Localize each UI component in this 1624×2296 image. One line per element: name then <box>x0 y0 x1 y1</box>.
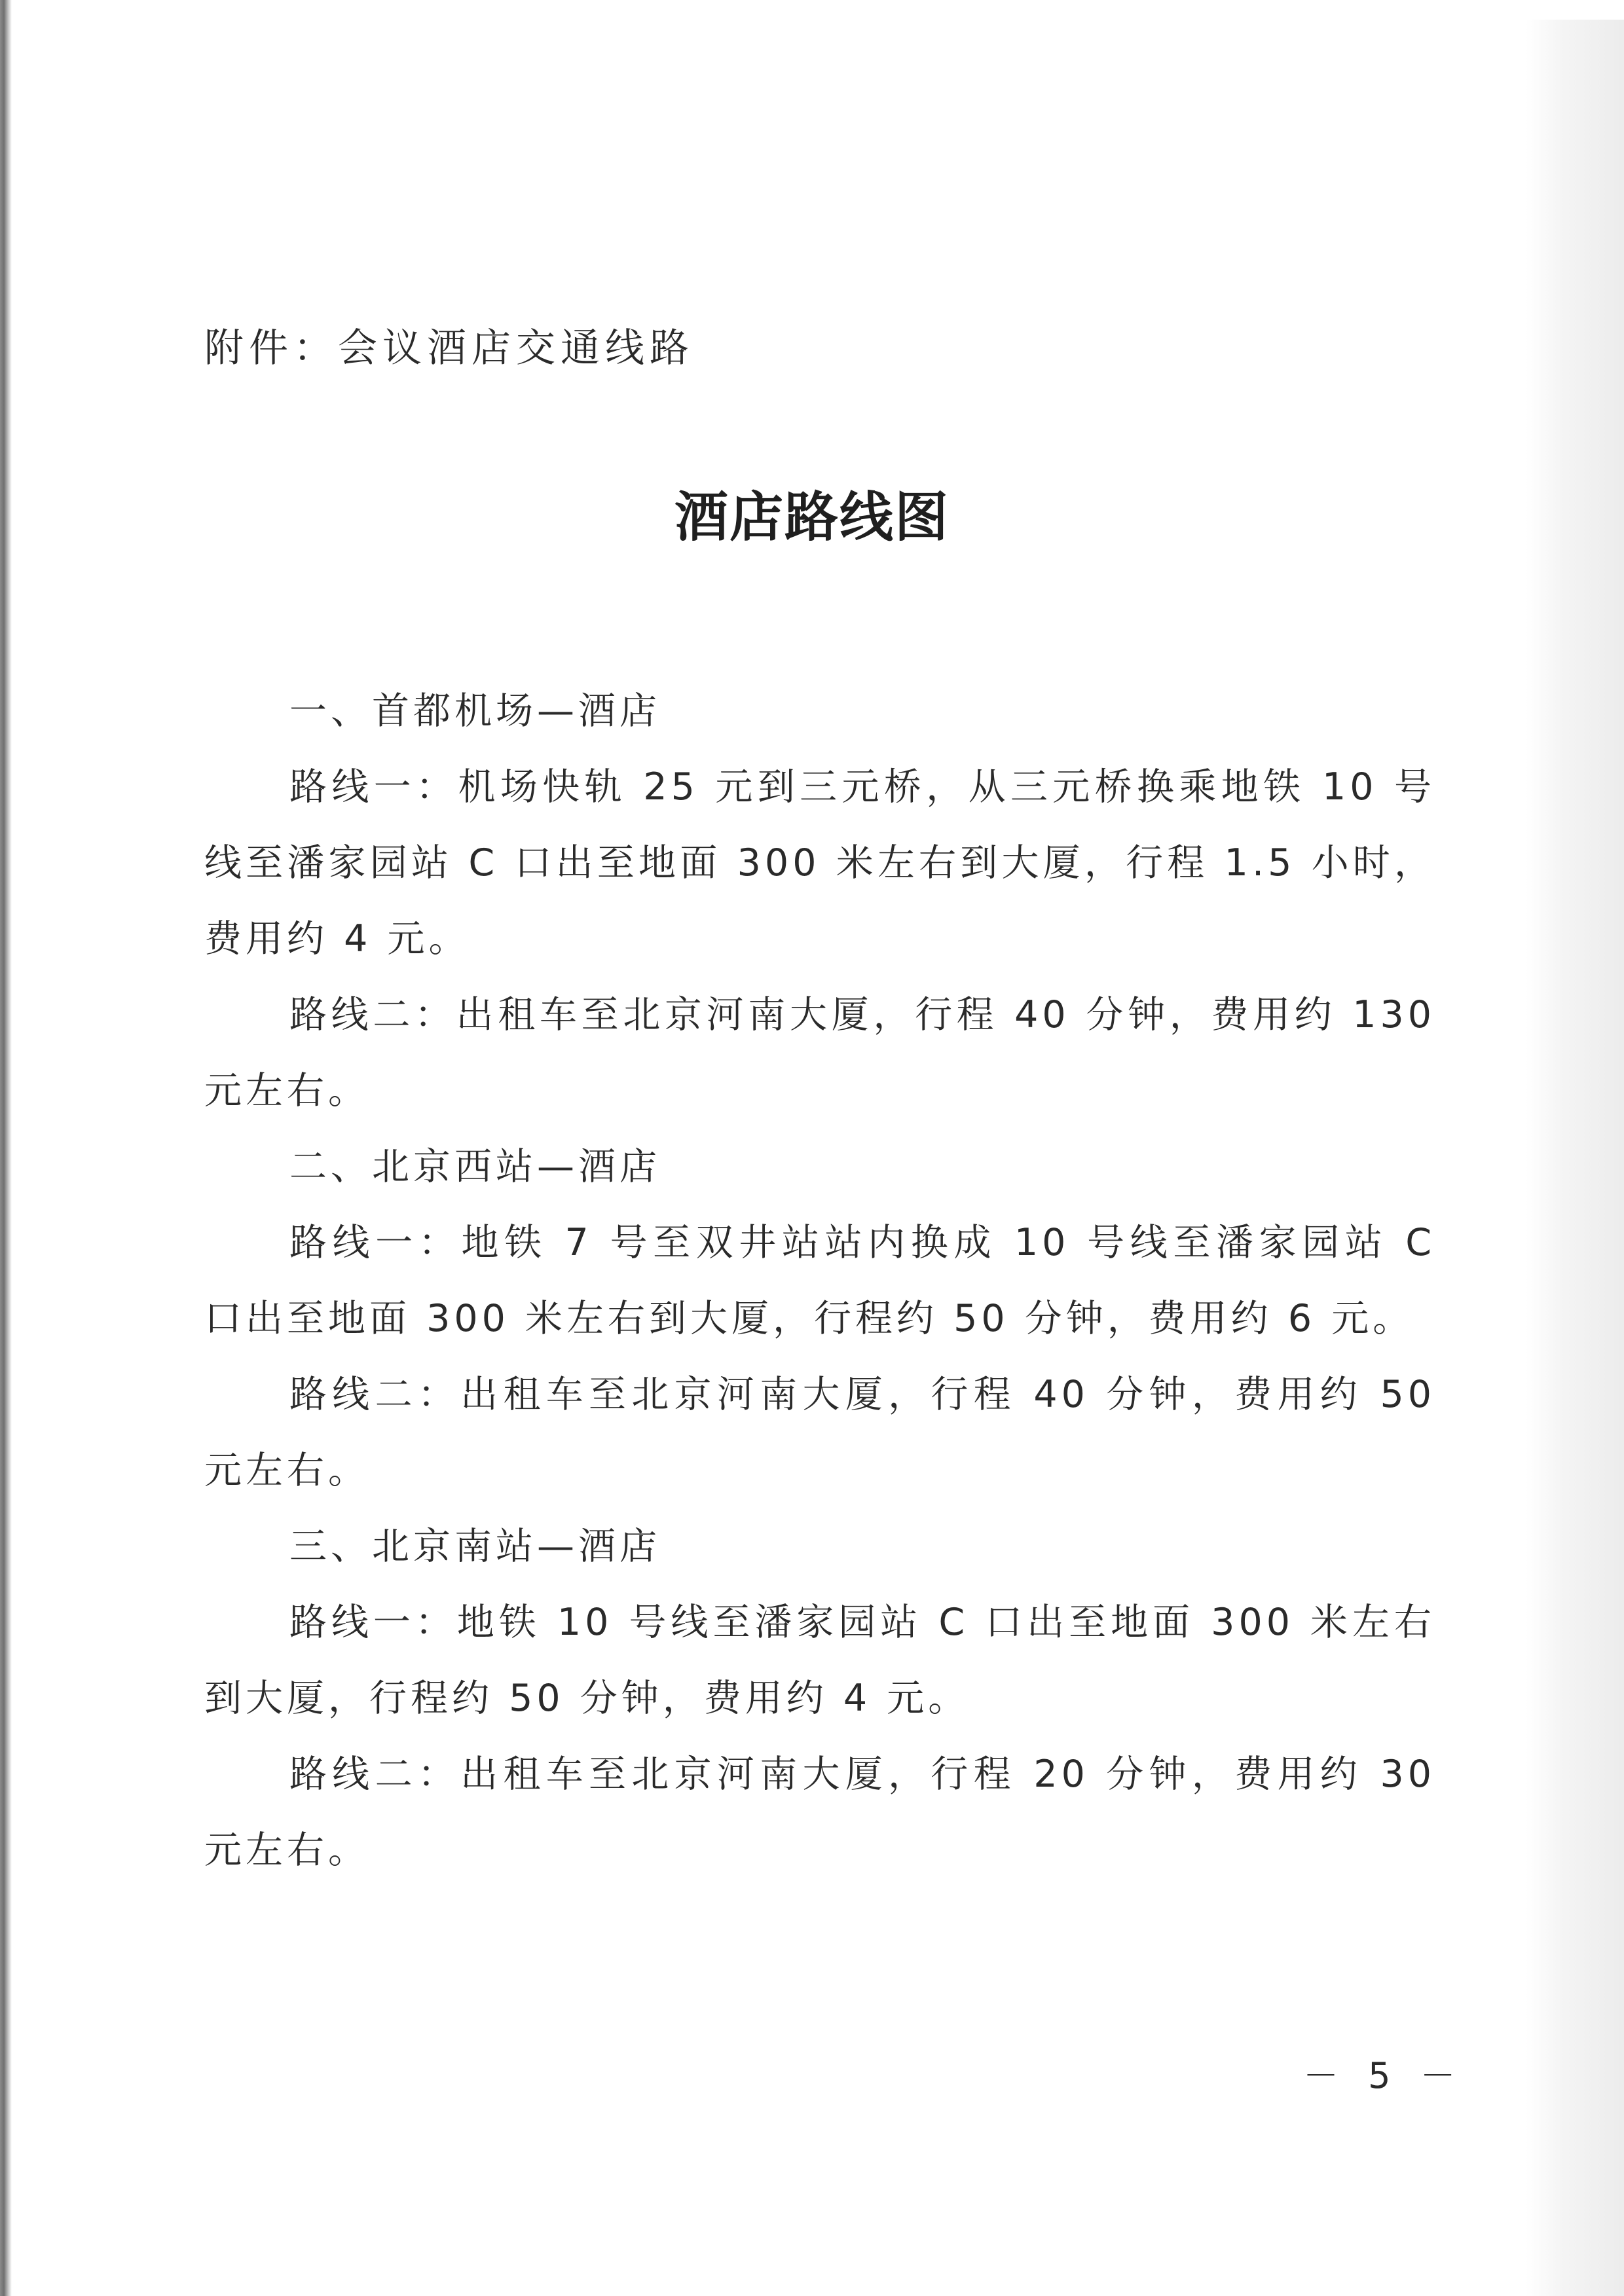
west-station-route-two: 路线二：出租车至北京河南大厦，行程 40 分钟，费用约 50 元左右。 <box>204 1373 1435 1492</box>
attachment-label: 附件：会议酒店交通线路 <box>204 325 694 371</box>
section-heading-airport: 一、首都机场—酒店 <box>289 689 661 733</box>
west-station-route-one: 路线一：地铁 7 号至双井站站内换成 10 号线至潘家园站 C 口出至地面 300 米左右到大厦，行程约 50 分钟，费用约 6 元。 <box>204 1221 1435 1340</box>
south-station-route-one: 路线一：地铁 10 号线至潘家园站 C 口出至地面 300 米左右到大厦，行程约 50 分钟，费用约 4 元。 <box>204 1601 1435 1720</box>
airport-route-one: 路线一：机场快轨 25 元到三元桥，从三元桥换乘地铁 10 号线至潘家园站 C 口出至地面 300 米左右到大厦，行程 1.5 小时，费用约 4 元。 <box>204 765 1435 960</box>
section-heading-south-station: 三、北京南站—酒店 <box>289 1525 661 1568</box>
section-heading-west-station: 二、北京西站—酒店 <box>289 1145 661 1188</box>
page-title: 酒店路线图 <box>674 486 950 549</box>
south-station-route-two: 路线二：出租车至北京河南大厦，行程 20 分钟，费用约 30 元左右。 <box>204 1753 1435 1872</box>
airport-route-two: 路线二：出租车至北京河南大厦，行程 40 分钟，费用约 130 元左右。 <box>204 993 1435 1112</box>
document-body <box>204 673 1435 1888</box>
page-number: － 5 － <box>1303 2055 1465 2096</box>
